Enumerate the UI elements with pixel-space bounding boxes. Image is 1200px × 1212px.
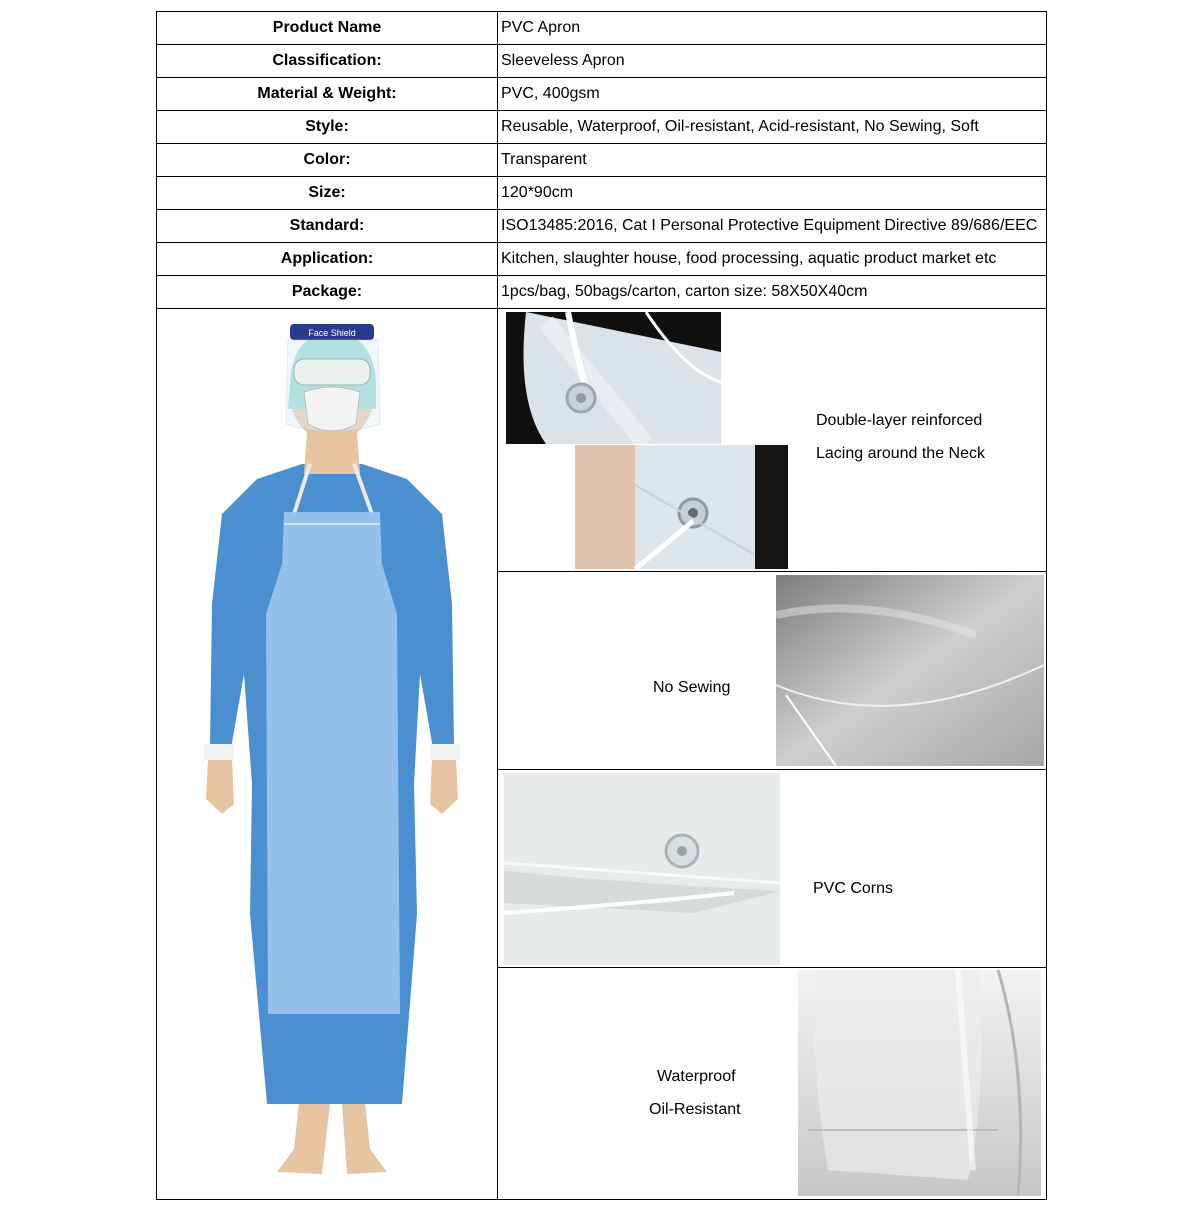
spec-value: PVC, 400gsm bbox=[498, 78, 1047, 111]
product-spec-sheet bbox=[156, 11, 1047, 1200]
lacing-top-illustration bbox=[506, 312, 721, 444]
sewing-photo bbox=[776, 575, 1044, 766]
lacing-photo-top bbox=[506, 312, 721, 444]
spec-value: 120*90cm bbox=[498, 177, 1047, 210]
spec-value: PVC Apron bbox=[498, 12, 1047, 45]
lacing-caption bbox=[816, 404, 985, 470]
spec-label: Style: bbox=[157, 111, 498, 144]
spec-label: Classification: bbox=[157, 45, 498, 78]
sewing-caption bbox=[653, 671, 730, 704]
lacing-bottom-illustration bbox=[575, 445, 788, 569]
photo-gallery bbox=[156, 308, 1047, 1200]
waterproof-illustration bbox=[798, 970, 1041, 1196]
row-divider bbox=[498, 967, 1047, 968]
spec-label: Size: bbox=[157, 177, 498, 210]
column-divider bbox=[497, 308, 498, 1199]
sewing-illustration bbox=[776, 575, 1044, 766]
spec-row bbox=[157, 78, 1047, 111]
face-shield-text: Face Shield bbox=[308, 328, 356, 338]
spec-row bbox=[157, 210, 1047, 243]
row-divider bbox=[498, 769, 1047, 770]
corns-photo bbox=[504, 773, 780, 965]
spec-value: 1pcs/bag, 50bags/carton, carton size: 58X50X40cm bbox=[498, 276, 1047, 309]
spec-row bbox=[157, 12, 1047, 45]
spec-table bbox=[156, 11, 1047, 309]
spec-label: Material & Weight: bbox=[157, 78, 498, 111]
spec-label: Application: bbox=[157, 243, 498, 276]
spec-row bbox=[157, 276, 1047, 309]
waterproof-caption bbox=[649, 1060, 741, 1126]
spec-value: ISO13485:2016, Cat I Personal Protective Equipment Directive 89/686/EEC bbox=[498, 210, 1047, 243]
model-illustration bbox=[182, 314, 472, 1192]
spec-row bbox=[157, 144, 1047, 177]
spec-label: Product Name bbox=[157, 12, 498, 45]
spec-value: Kitchen, slaughter house, food processing, aquatic product market etc bbox=[498, 243, 1047, 276]
spec-value: Reusable, Waterproof, Oil-resistant, Acid-resistant, No Sewing, Soft bbox=[498, 111, 1047, 144]
spec-row bbox=[157, 45, 1047, 78]
corns-caption bbox=[813, 872, 893, 905]
spec-label: Package: bbox=[157, 276, 498, 309]
spec-row bbox=[157, 177, 1047, 210]
corns-illustration bbox=[504, 773, 780, 965]
corns-caption-line1: PVC Corns bbox=[813, 880, 894, 897]
row-divider bbox=[498, 571, 1047, 572]
sewing-caption-line1: No Sewing bbox=[653, 679, 731, 696]
waterproof-caption-line2: Oil-Resistant bbox=[649, 1101, 741, 1118]
lacing-caption-line2: Lacing around the Neck bbox=[816, 445, 985, 462]
spec-value: Sleeveless Apron bbox=[498, 45, 1047, 78]
spec-row bbox=[157, 111, 1047, 144]
spec-row bbox=[157, 243, 1047, 276]
spec-label: Color: bbox=[157, 144, 498, 177]
waterproof-caption-line1: Waterproof bbox=[657, 1068, 736, 1085]
model-photo bbox=[182, 314, 472, 1192]
lacing-caption-line1: Double-layer reinforced bbox=[816, 412, 983, 429]
waterproof-photo bbox=[798, 970, 1041, 1196]
spec-label: Standard: bbox=[157, 210, 498, 243]
lacing-photo-bottom bbox=[575, 445, 788, 569]
spec-value: Transparent bbox=[498, 144, 1047, 177]
